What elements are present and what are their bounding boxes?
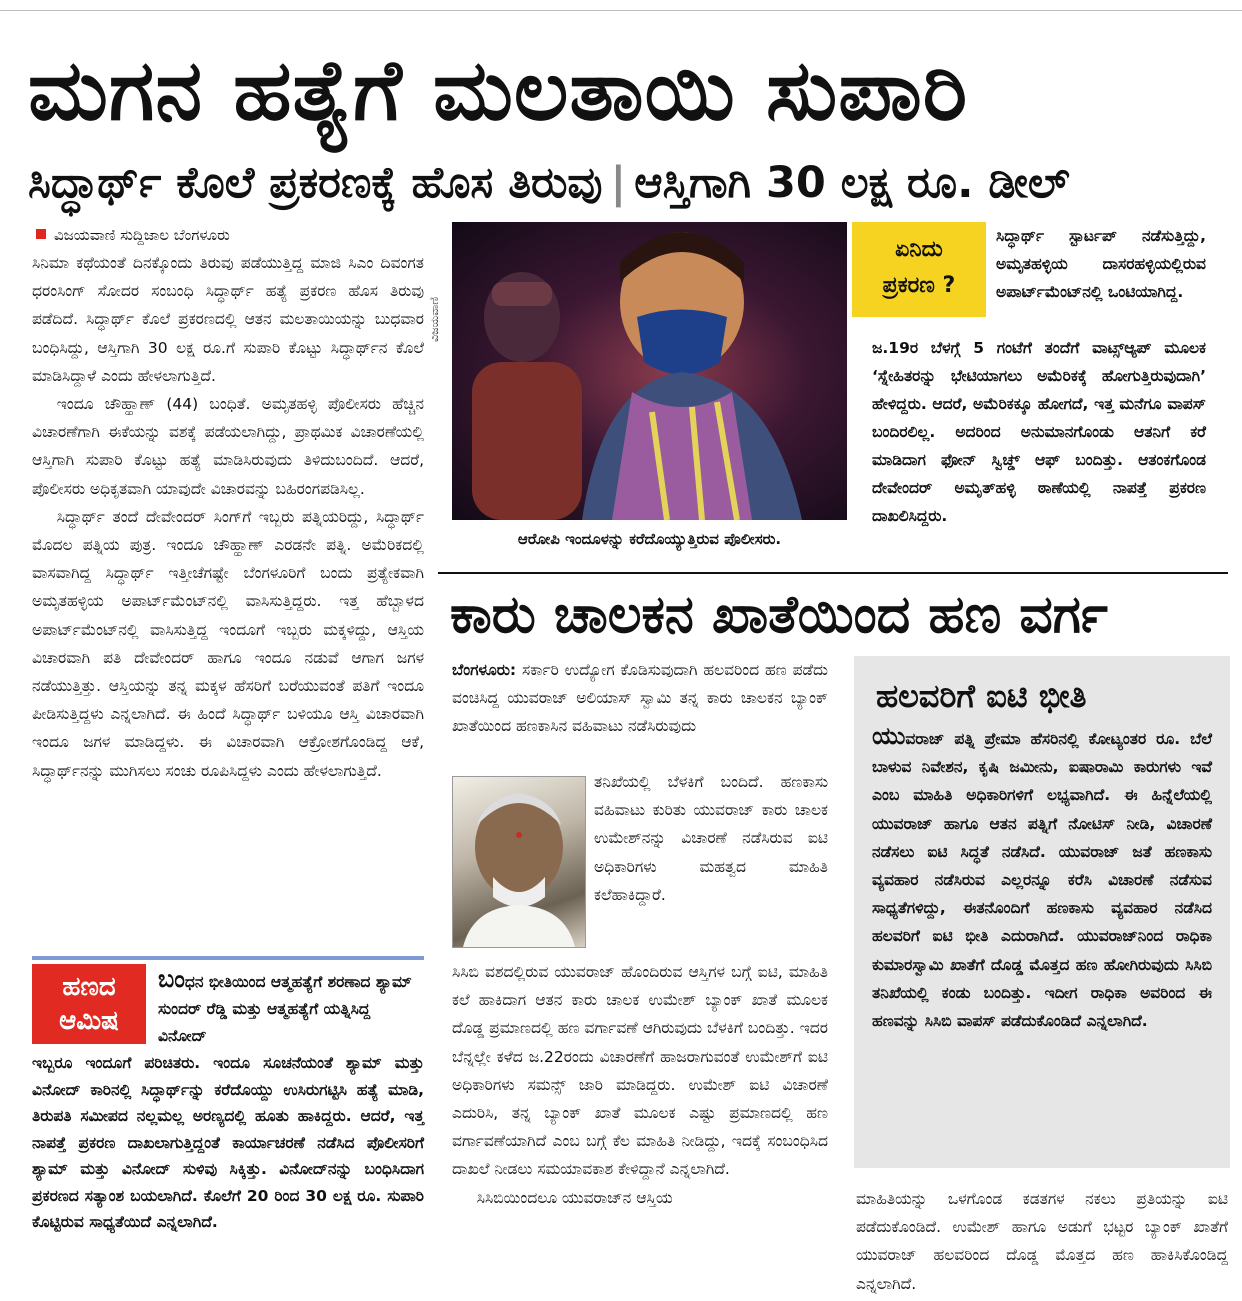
- main-story-paragraph: ಇಂದೂ ಚೌಹ್ಹಾಣ್ (44) ಬಂಧಿತೆ. ಅಮೃತಹಳ್ಳಿ ಪೊಲೀಸರು ಹೆಚ್ಚಿನ ವಿಚಾರಣೆಗಾಗಿ ಈಕೆಯನ್ನು ವಶಕ್ಕೆ ಪಡೆಯಲಾಗಿದ್ದು, ಪ್ರಾಥಮಿಕ ವಿಚಾರಣೆಯಲ್ಲಿ ಆಸ್ತಿಗಾಗಿ ಸುಪಾರಿ ಕೊಟ್ಟು ಹತ್ಯೆ ಮಾಡಿಸಿರುವುದು ತಿಳಿದುಬಂದಿದೆ. ಆದರೆ, ಪೊಲೀಸರು ಅಧಿಕೃತವಾಗಿ ಯಾವುದೇ ವಿಚಾರವನ್ನು ಬಹಿರಂಗಪಡಿಸಿಲ್ಲ.: [32, 395, 424, 498]
- red-square-icon: [36, 229, 46, 239]
- sub-headline: [28, 152, 1228, 214]
- what-is-case-text-bottom: ಜ.19ರ ಬೆಳಗ್ಗೆ 5 ಗಂಟೆಗೆ ತಂದೆಗೆ ವಾಟ್ಸ್‌ಆ್ಯಪ್ ಮೂಲಕ ‘ಸ್ನೇಹಿತರನ್ನು ಭೇಟಿಯಾಗಲು ಅಮೆರಿಕಕ್ಕೆ ಹೋಗುತ್ತಿರುವುದಾಗಿ’ ಹೇಳಿದ್ದರು. ಆದರೆ, ಅಮೆರಿಕಕ್ಕೂ ಹೋಗದೆ, ಇತ್ತ ಮನೆಗೂ ವಾಪಸ್ ಬಂದಿರಲಿಲ್ಲ. ಅದರಿಂದ ಅನುಮಾನಗೊಂಡು ಆತನಿಗೆ ಕರೆ ಮಾಡಿದಾಗ ಫೋನ್ ಸ್ವಿಚ್ಡ್ ಆಫ್ ಬಂದಿತ್ತು. ಆತಂಕಗೊಂಡ ದೇವೇಂದರ್ ಅಮೃತ್‌ಹಳ್ಳಿ ಠಾಣೆಯಲ್ಲಿ ನಾಪತ್ತೆ ಪ್ರಕರಣ ದಾಖಲಿಸಿದ್ದರು.: [872, 339, 1206, 525]
- it-box-title: ಹಲವರಿಗೆ ಐಟಿ ಭೀತಿ: [876, 677, 1087, 715]
- bureau-line: [36, 222, 436, 248]
- sub-headline-left: ಸಿದ್ಧಾರ್ಥ್ ಕೊಲೆ ಪ್ರಕರಣಕ್ಕೆ ಹೊಸ ತಿರುವು: [28, 158, 603, 208]
- bureau-text: ವಿಜಯವಾಣಿ ಸುದ್ದಿಜಾಲ ಬೆಂಗಳೂರು: [54, 226, 230, 244]
- it-box-text: [872, 722, 1212, 1162]
- accused-photo: [452, 222, 847, 520]
- second-story-part3: ಸಿಸಿಬಿ ವಶದಲ್ಲಿರುವ ಯುವರಾಜ್ ಹೊಂದಿರುವ ಆಸ್ತಿಗಳ ಬಗ್ಗೆ ಐಟಿ, ಮಾಹಿತಿ ಕಲೆ ಹಾಕಿದಾಗ ಆತನ ಕಾರು ಚಾಲಕ ಉಮೇಶ್ ಬ್ಯಾಂಕ್ ಖಾತೆ ಮೂಲಕ ದೊಡ್ಡ ಪ್ರಮಾಣದಲ್ಲಿ ಹಣ ವರ್ಗಾವಣೆ ಆಗಿರುವುದು ಬೆಳಕಿಗೆ ಬಂದಿತ್ತು. ಇದರ ಬೆನ್ನಲ್ಲೇ ಕಳೆದ ಜ.22ರಂದು ವಿಚಾರಣೆಗೆ ಹಾಜರಾಗುವಂತೆ ಉಮೇಶ್‌ಗೆ ಐಟಿ ಅಧಿಕಾರಿಗಳು ಸಮನ್ಸ್ ಜಾರಿ ಮಾಡಿದ್ದರು. ಉಮೇಶ್ ಐಟಿ ವಿಚಾರಣೆ ಎದುರಿಸಿ, ತನ್ನ ಬ್ಯಾಂಕ್ ಖಾತೆ ಮೂಲಕ ಎಷ್ಟು ಪ್ರಮಾಣದಲ್ಲಿ ಹಣ ವರ್ಗಾವಣೆಯಾಗಿದೆ ಎಂಬ ಬಗ್ಗೆ ಕೆಲ ಮಾಹಿತಿ ನೀಡಿದ್ದು, ಇದಕ್ಕೆ ಸಂಬಂಧಿಸಿದ ದಾಖಲೆ ನೀಡಲು ಸಮಯಾವಕಾಶ ಕೇಳಿದ್ದಾನೆ ಎನ್ನಲಾಗಿದೆ.: [452, 963, 828, 1179]
- bottom-right-text: ಮಾಹಿತಿಯನ್ನು ಒಳಗೊಂಡ ಕಡತಗಳ ನಕಲು ಪ್ರತಿಯನ್ನು ಐಟಿ ಪಡೆದುಕೊಂಡಿದೆ. ಉಮೇಶ್ ಹಾಗೂ ಅಡುಗೆ ಭಟ್ಟರ ಬ್ಯಾಂಕ್ ಖಾತೆಗೆ ಯುವರಾಜ್ ಹಲವರಿಂದ ದೊಡ್ಡ ಮೊತ್ತದ ಹಣ ಹಾಕಿಸಿಕೊಂಡಿದ್ದ ಎನ್ನಲಾಗಿದೆ.: [856, 1190, 1228, 1293]
- money-lure-dropcap: ಬಂ: [158, 965, 185, 993]
- main-story-column: [32, 249, 424, 949]
- money-lure-line2: ಆಮಿಷ: [59, 1006, 119, 1036]
- sub-headline-separator: |: [610, 158, 627, 208]
- main-story-paragraph: ಸಿದ್ಧಾರ್ಥ್ ತಂದೆ ದೇವೇಂದರ್ ಸಿಂಗ್‌ಗೆ ಇಬ್ಬರು ಪತ್ನಿಯರಿದ್ದು, ಸಿದ್ಧಾರ್ಥ್ ಮೊದಲ ಪತ್ನಿಯ ಪುತ್ರ. ಇಂದೂ ಚೌಹ್ಹಾಣ್ ಎರಡನೇ ಪತ್ನಿ. ಅಮೆರಿಕದಲ್ಲಿ ವಾಸವಾಗಿದ್ದ ಸಿದ್ಧಾರ್ಥ್ ಇತ್ತೀಚೆಗಷ್ಟೇ ಬೆಂಗಳೂರಿಗೆ ಬಂದು ಪ್ರತ್ಯೇಕವಾಗಿ ಅಮೃತಹಳ್ಳಿಯ ಅಪಾರ್ಟ್‌ಮೆಂಟ್‌ನಲ್ಲಿ ವಾಸಿಸುತ್ತಿದ್ದರು. ಇತ್ತ ಹೆಬ್ಬಾಳದ ಅಪಾರ್ಟ್‌ಮೆಂಟ್‌ನಲ್ಲಿ ವಾಸಿಸುತ್ತಿದ್ದ ಇಂದೂಗೆ ಇಬ್ಬರು ಮಕ್ಕಳಿದ್ದು, ಆಸ್ತಿಯ ವಿಚಾರವಾಗಿ ಪತಿ ದೇವೇಂದರ್ ಹಾಗೂ ಇಂದೂ ನಡುವೆ ಆಗಾಗ ಜಗಳ ನಡೆಯುತ್ತಿತ್ತು. ಆಸ್ತಿಯನ್ನು ತನ್ನ ಮಕ್ಕಳ ಹೆಸರಿಗೆ ಬರೆಯುವಂತೆ ಪತಿಗೆ ಇಂದೂ ಪೀಡಿಸುತ್ತಿದ್ದಳು ಎನ್ನಲಾಗಿದೆ. ಈ ಹಿಂದೆ ಸಿದ್ಧಾರ್ಥ್ ಬಳಿಯೂ ಆಸ್ತಿ ವಿಚಾರವಾಗಿ ಇಂದೂ ಜಗಳ ಮಾಡಿದ್ದಳು. ಈ ವಿಚಾರವಾಗಿ ಆಕ್ರೋಶಗೊಂಡಿದ್ದ ಆಕೆ, ಸಿದ್ಧಾರ್ಥ್‌ನನ್ನು ಮುಗಿಸಲು ಸಂಚು ರೂಪಿಸಿದ್ದಳು ಎಂದು ಹೇಳಲಾಗುತ್ತಿದೆ.: [32, 507, 424, 780]
- money-lure-box: [32, 964, 146, 1044]
- second-story-dateline: ಬೆಂಗಳೂರು:: [452, 661, 517, 679]
- yuvaraj-photo: [452, 776, 586, 948]
- what-is-case-line2: ಪ್ರಕರಣ ?: [882, 273, 956, 298]
- second-story-part2: ತನಿಖೆಯಲ್ಲಿ ಬೆಳಕಿಗೆ ಬಂದಿದೆ. ಹಣಕಾಸು ವಹಿವಾಟು ಕುರಿತು ಯುವರಾಜ್ ಕಾರು ಚಾಲಕ ಉಮೇಶ್‌ನನ್ನು ವಿಚಾರಣೆ ನಡೆಸಿರುವ ಐಟಿ ಅಧಿಕಾರಿಗಳು ಮಹತ್ವದ ಮಾಹಿತಿ ಕಲೆಹಾಕಿದ್ದಾರೆ.: [594, 773, 828, 904]
- what-is-case-box: [852, 222, 986, 317]
- it-box-body: ವರಾಜ್ ಪತ್ನಿ ಪ್ರೇಮಾ ಹೆಸರಿನಲ್ಲಿ ಕೋಟ್ಯಂತರ ರೂ. ಬೆಲೆ ಬಾಳುವ ನಿವೇಶನ, ಕೃಷಿ ಜಮೀನು, ಐಷಾರಾಮಿ ಕಾರುಗಳು ಇವೆ ಎಂಬ ಮಾಹಿತಿ ಅಧಿಕಾರಿಗಳಿಗೆ ಲಭ್ಯವಾಗಿದೆ. ಈ ಹಿನ್ನೆಲೆಯಲ್ಲಿ ಯುವರಾಜ್ ಹಾಗೂ ಆತನ ಪತ್ನಿಗೆ ನೋಟಿಸ್ ನೀಡಿ, ವಿಚಾರಣೆ ನಡೆಸಲು ಐಟಿ ಸಿದ್ಧತೆ ನಡೆಸಿದೆ. ಯುವರಾಜ್ ಜತೆ ಹಣಕಾಸು ವ್ಯವಹಾರ ನಡೆಸಿರುವ ಎಲ್ಲರನ್ನೂ ಕರೆಸಿ ವಿಚಾರಣೆ ನಡೆಸುವ ಸಾಧ್ಯತೆಗಳಿದ್ದು, ಈತನೊಂದಿಗೆ ಹಣಕಾಸು ವ್ಯವಹಾರ ನಡೆಸಿದ ಹಲವರಿಗೆ ಐಟಿ ಭೀತಿ ಎದುರಾಗಿದೆ. ಯುವರಾಜ್‌ನಿಂದ ರಾಧಿಕಾ ಕುಮಾರಸ್ವಾಮಿ ಖಾತೆಗೆ ದೊಡ್ಡ ಮೊತ್ತದ ಹಣ ಹೋಗಿರುವುದು ಸಿಸಿಬಿ ತನಿಖೆಯಲ್ಲಿ ಕಂಡು ಬಂದಿತ್ತು. ಇದೀಗ ರಾಧಿಕಾ ಅವರಿಂದ ಈ ಹಣವನ್ನು ಸಿಸಿಬಿ ವಾಪಸ್ ಪಡೆದುಕೊಂಡಿದೆ ಎನ್ನಲಾಗಿದೆ.: [872, 730, 1212, 1031]
- lure-box-rule: [32, 956, 424, 960]
- what-is-case-line1: ಏನಿದು: [895, 237, 943, 262]
- section-divider: [438, 572, 1228, 574]
- what-is-case-text-top: ಸಿದ್ಧಾರ್ಥ್ ಸ್ಟಾರ್ಟಪ್ ನಡೆಸುತ್ತಿದ್ದು, ಅಮೃತಹಳ್ಳಿಯ ದಾಸರಹಳ್ಳಿಯಲ್ಲಿರುವ ಅಪಾರ್ಟ್‌ಮೆಂಟ್‌ನಲ್ಲಿ ಒಂಟಿಯಾಗಿದ್ದ.: [996, 227, 1206, 301]
- main-story-paragraph: ಸಿನಿಮಾ ಕಥೆಯಂತೆ ದಿನಕ್ಕೊಂದು ತಿರುವು ಪಡೆಯುತ್ತಿದ್ದ ಮಾಜಿ ಸಿಎಂ ದಿವಂಗತ ಧರಂಸಿಂಗ್ ಸೋದರ ಸಂಬಂಧಿ ಸಿದ್ಧಾರ್ಥ್ ಹತ್ಯೆ ಪ್ರಕರಣ ಹೊಸ ತಿರುವು ಪಡೆದಿದೆ. ಸಿದ್ಧಾರ್ಥ್ ಕೊಲೆ ಪ್ರಕರಣದಲ್ಲಿ ಆತನ ಮಲತಾಯಿಯನ್ನು ಬುಧವಾರ ಬಂಧಿಸಿದ್ದು, ಆಸ್ತಿಗಾಗಿ 30 ಲಕ್ಷ ರೂ.ಗೆ ಸುಪಾರಿ ಕೊಟ್ಟು ಸಿದ್ಧಾರ್ಥ್‌ನ ಕೊಲೆ ಮಾಡಿಸಿದ್ದಾಳೆ ಎಂದು ಹೇಳಲಾಗುತ್ತಿದೆ.: [32, 254, 424, 385]
- sub-headline-right: ಆಸ್ತಿಗಾಗಿ 30 ಲಕ್ಷ ರೂ. ಡೀಲ್: [634, 158, 1070, 208]
- money-lure-text-top: [158, 966, 424, 1052]
- it-box-dropcap: ಯು: [872, 722, 906, 750]
- yuvaraj-photo-illustration: [453, 777, 585, 947]
- photo-credit: ವಿಜಯವಾಣಿ: [428, 296, 441, 342]
- second-story-continued: [452, 958, 828, 1301]
- money-lure-body-top: ಧನ ಭೀತಿಯಿಂದ ಆತ್ಮಹತ್ಯೆಗೆ ಶರಣಾದ ಶ್ಯಾಮ್ ಸುಂದರ್ ರೆಡ್ಡಿ ಮತ್ತು ಆತ್ಮಹತ್ಯೆಗೆ ಯತ್ನಿಸಿದ್ದ ವಿನೋದ್: [158, 973, 412, 1045]
- money-lure-text-bottom: ಇಬ್ಬರೂ ಇಂದೂಗೆ ಪರಿಚಿತರು. ಇಂದೂ ಸೂಚನೆಯಂತೆ ಶ್ಯಾಮ್ ಮತ್ತು ವಿನೋದ್ ಕಾರಿನಲ್ಲಿ ಸಿದ್ಧಾರ್ಥ್‌ನ್ನು ಕರೆದೊಯ್ದು ಉಸಿರುಗಟ್ಟಿಸಿ ಹತ್ಯೆ ಮಾಡಿ, ತಿರುಪತಿ ಸಮೀಪದ ನಲ್ಲಮಲ್ಲ ಅರಣ್ಯದಲ್ಲಿ ಹೂತು ಹಾಕಿದ್ದರು. ಆದರೆ, ಇತ್ತ ನಾಪತ್ತೆ ಪ್ರಕರಣ ದಾಖಲಾಗುತ್ತಿದ್ದಂತೆ ಕಾರ್ಯಾಚರಣೆ ನಡೆಸಿದ ಪೊಲೀಸರಿಗೆ ಶ್ಯಾಮ್ ಮತ್ತು ವಿನೋದ್ ಸುಳಿವು ಸಿಕ್ಕಿತ್ತು. ವಿನೋದ್‌ನನ್ನು ಬಂಧಿಸಿದಾಗ ಪ್ರಕರಣದ ಸತ್ಯಾಂಶ ಬಯಲಾಗಿದೆ. ಕೊಲೆಗೆ 20 ರಿಂದ 30 ಲಕ್ಷ ರೂ. ಸುಪಾರಿ ಕೊಟ್ಟಿರುವ ಸಾಧ್ಯತೆಯಿದೆ ಎನ್ನಲಾಗಿದೆ.: [32, 1054, 424, 1231]
- accused-photo-illustration: [452, 222, 847, 520]
- main-headline: ಮಗನ ಹತ್ಯೆಗೆ ಮಲತಾಯಿ ಸುಪಾರಿ: [28, 41, 969, 139]
- page-top-rule: [0, 0, 1242, 11]
- money-lure-line1: ಹಣದ: [62, 972, 116, 1002]
- second-headline: ಕಾರು ಚಾಲಕನ ಖಾತೆಯಿಂದ ಹಣ ವರ್ಗ: [450, 585, 1108, 645]
- second-story-part4: ಸಿಸಿಬಿಯಿಂದಲೂ ಯುವರಾಜ್‌ನ ಆಸ್ತಿಯ: [476, 1188, 673, 1207]
- second-story-part1: ಸರ್ಕಾರಿ ಉದ್ಯೋಗ ಕೊಡಿಸುವುದಾಗಿ ಹಲವರಿಂದ ಹಣ ಪಡೆದು ವಂಚಿಸಿದ್ದ ಯುವರಾಜ್ ಅಲಿಯಾಸ್ ಸ್ವಾಮಿ ತನ್ನ ಕಾರು ಚಾಲಕನ ಬ್ಯಾಂಕ್ ಖಾತೆಯಿಂದ ಹಣಕಾಸಿನ ವಹಿವಾಟು ನಡೆಸಿರುವುದು: [452, 661, 828, 736]
- second-story-intro: [452, 656, 828, 768]
- photo-caption: ಆರೋಪಿ ಇಂದೂಳನ್ನು ಕರೆದೊಯ್ಯುತ್ತಿರುವ ಪೊಲೀಸರು.: [517, 530, 782, 548]
